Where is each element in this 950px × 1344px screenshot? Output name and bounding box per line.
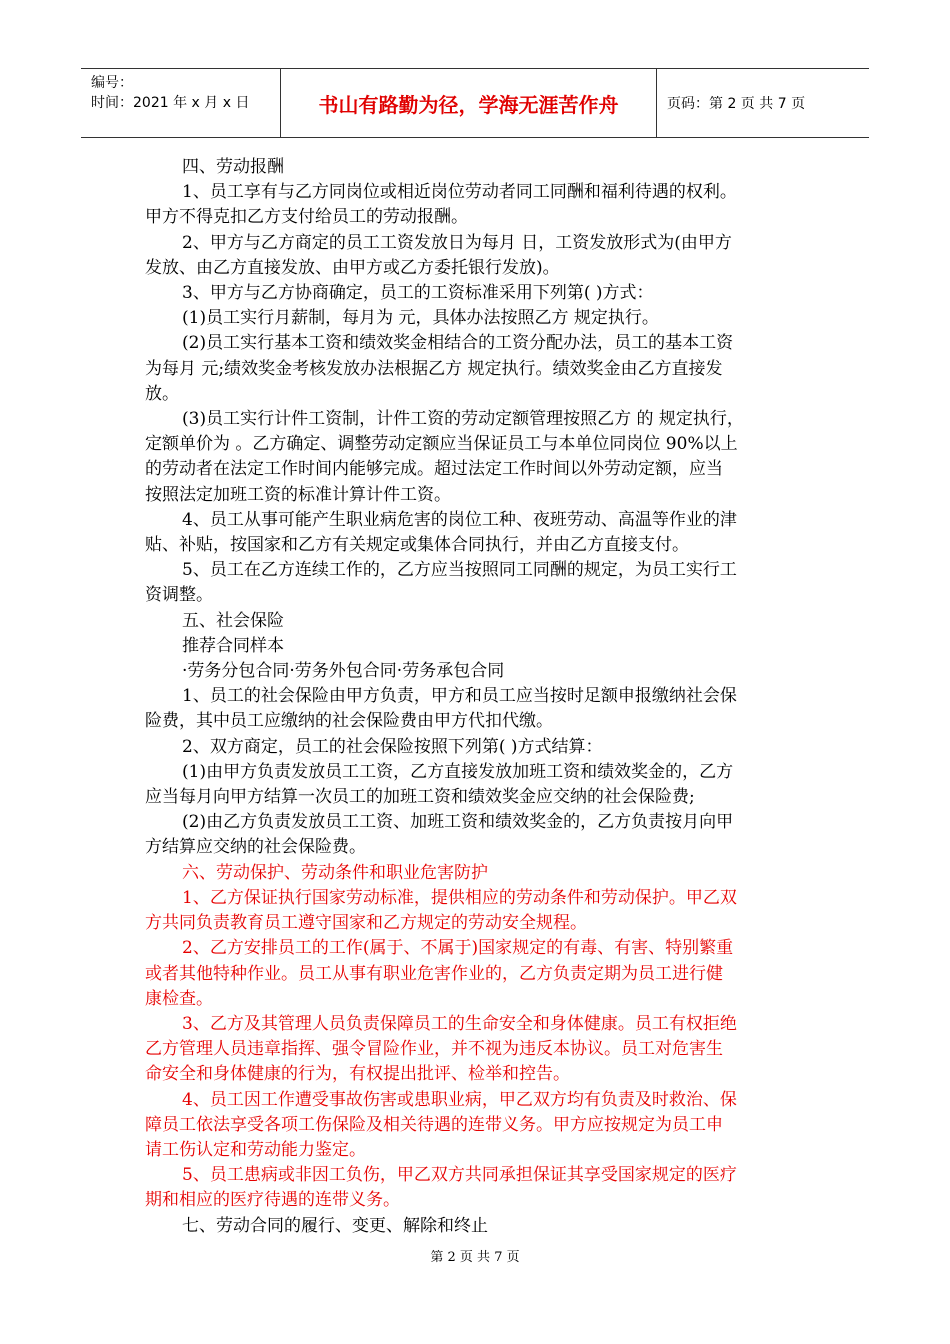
document-time: 时间：2021 年 x 月 x 日	[91, 95, 250, 111]
text-line: 放。	[145, 383, 179, 404]
header-meta	[81, 69, 281, 137]
text-line: 贴、补贴，按国家和乙方有关规定或集体合同执行，并由乙方直接支付。	[145, 535, 689, 556]
text-line: 5、员工在乙方连续工作的，乙方应当按照同工同酬的规定，为员工实行工	[182, 560, 737, 581]
text-line: 3、乙方及其管理人员负责保障员工的生命安全和身体健康。员工有权拒绝	[182, 1013, 737, 1034]
text-line: 四、劳动报酬	[182, 157, 284, 177]
text-line: 请工伤认定和劳动能力鉴定。	[145, 1139, 366, 1160]
text-line: 推荐合同样本	[182, 635, 284, 656]
text-line: 3、甲方与乙方协商确定，员工的工资标准采用下列第( )方式：	[182, 283, 654, 304]
text-line: 4、员工因工作遭受事故伤害或患职业病，甲乙双方均有负责及时救治、保	[182, 1089, 737, 1110]
text-line: 定额单价为 。乙方确定、调整劳动定额应当保证员工与本单位同岗位 90%以上	[145, 434, 738, 455]
text-line: 资调整。	[145, 585, 213, 606]
text-line: (1)由甲方负责发放员工工资，乙方直接发放加班工资和绩效奖金的，乙方	[182, 761, 734, 782]
text-line: 应当每月向甲方结算一次员工的加班工资和绩效奖金应交纳的社会保险费;	[145, 787, 695, 808]
text-line: 4、员工从事可能产生职业病危害的岗位工种、夜班劳动、高温等作业的津	[182, 509, 737, 530]
page-header	[81, 68, 869, 138]
header-motto: 书山有路勤为径，学海无涯苦作舟	[281, 69, 657, 137]
document-number: 编号：	[91, 75, 133, 91]
text-line: 的劳动者在法定工作时间内能够完成。超过法定工作时间以外劳动定额，应当	[145, 459, 723, 480]
text-line: (2)由乙方负责发放员工工资、加班工资和绩效奖金的，乙方负责按月向甲	[182, 812, 734, 833]
text-line: 为每月 元;绩效奖金考核发放办法根据乙方 规定执行。绩效奖金由乙方直接发	[145, 358, 723, 379]
text-line: 2、甲方与乙方商定的员工工资发放日为每月 日，工资发放形式为(由甲方	[182, 232, 732, 253]
text-line: (2)员工实行基本工资和绩效奖金相结合的工资分配办法，员工的基本工资	[182, 333, 734, 354]
text-line: 险费，其中员工应缴纳的社会保险费由甲方代扣代缴。	[145, 711, 553, 732]
text-line: 乙方管理人员违章指挥、强令冒险作业，并不视为违反本协议。员工对危害生	[145, 1039, 723, 1060]
text-line: 1、乙方保证执行国家劳动标准，提供相应的劳动条件和劳动保护。甲乙双	[182, 887, 737, 908]
text-line: 七、劳动合同的履行、变更、解除和终止	[182, 1215, 488, 1236]
text-line: 或者其他特种作业。员工从事有职业危害作业的，乙方负责定期为员工进行健	[145, 963, 723, 984]
text-line: ·劳务分包合同·劳务外包合同·劳务承包合同	[182, 661, 505, 682]
text-line: 方结算应交纳的社会保险费。	[145, 837, 366, 858]
text-line: 期和相应的医疗待遇的连带义务。	[145, 1190, 400, 1211]
text-line: 六、劳动保护、劳动条件和职业危害防护	[182, 862, 488, 883]
text-line: 1、员工的社会保险由甲方负责，甲方和员工应当按时足额申报缴纳社会保	[182, 686, 737, 707]
text-line: 1、员工享有与乙方同岗位或相近岗位劳动者同工同酬和福利待遇的权利。	[182, 182, 737, 203]
text-line: 5、员工患病或非因工负伤，甲乙双方共同承担保证其享受国家规定的医疗	[182, 1165, 737, 1186]
text-line: 五、社会保险	[182, 610, 284, 631]
text-line: (3)员工实行计件工资制，计件工资的劳动定额管理按照乙方 的 规定执行，	[182, 409, 744, 430]
text-line: 2、双方商定，员工的社会保险按照下列第( )方式结算：	[182, 736, 603, 757]
text-line: 甲方不得克扣乙方支付给员工的劳动报酬。	[145, 207, 468, 228]
text-line: 2、乙方安排员工的工作(属于、不属于)国家规定的有毒、有害、特别繁重	[182, 938, 734, 959]
header-page-info: 页码：第 2 页 共 7 页	[667, 96, 806, 112]
text-line: 方共同负责教育员工遵守国家和乙方规定的劳动安全规程。	[145, 913, 587, 934]
text-line: 障员工依法享受各项工伤保险及相关待遇的连带义务。甲方应按规定为员工申	[145, 1114, 723, 1135]
text-line: 命安全和身体健康的行为，有权提出批评、检举和控告。	[145, 1064, 570, 1085]
page-footer: 第 2 页 共 7 页	[430, 1250, 520, 1265]
text-line: 按照法定加班工资的标准计算计件工资。	[145, 484, 451, 505]
text-line: (1)员工实行月薪制，每月为 元，具体办法按照乙方 规定执行。	[182, 308, 659, 329]
text-line: 发放、由乙方直接发放、由甲方或乙方委托银行发放)。	[145, 257, 560, 278]
document-body	[145, 155, 805, 1239]
text-line: 康检查。	[145, 988, 213, 1009]
